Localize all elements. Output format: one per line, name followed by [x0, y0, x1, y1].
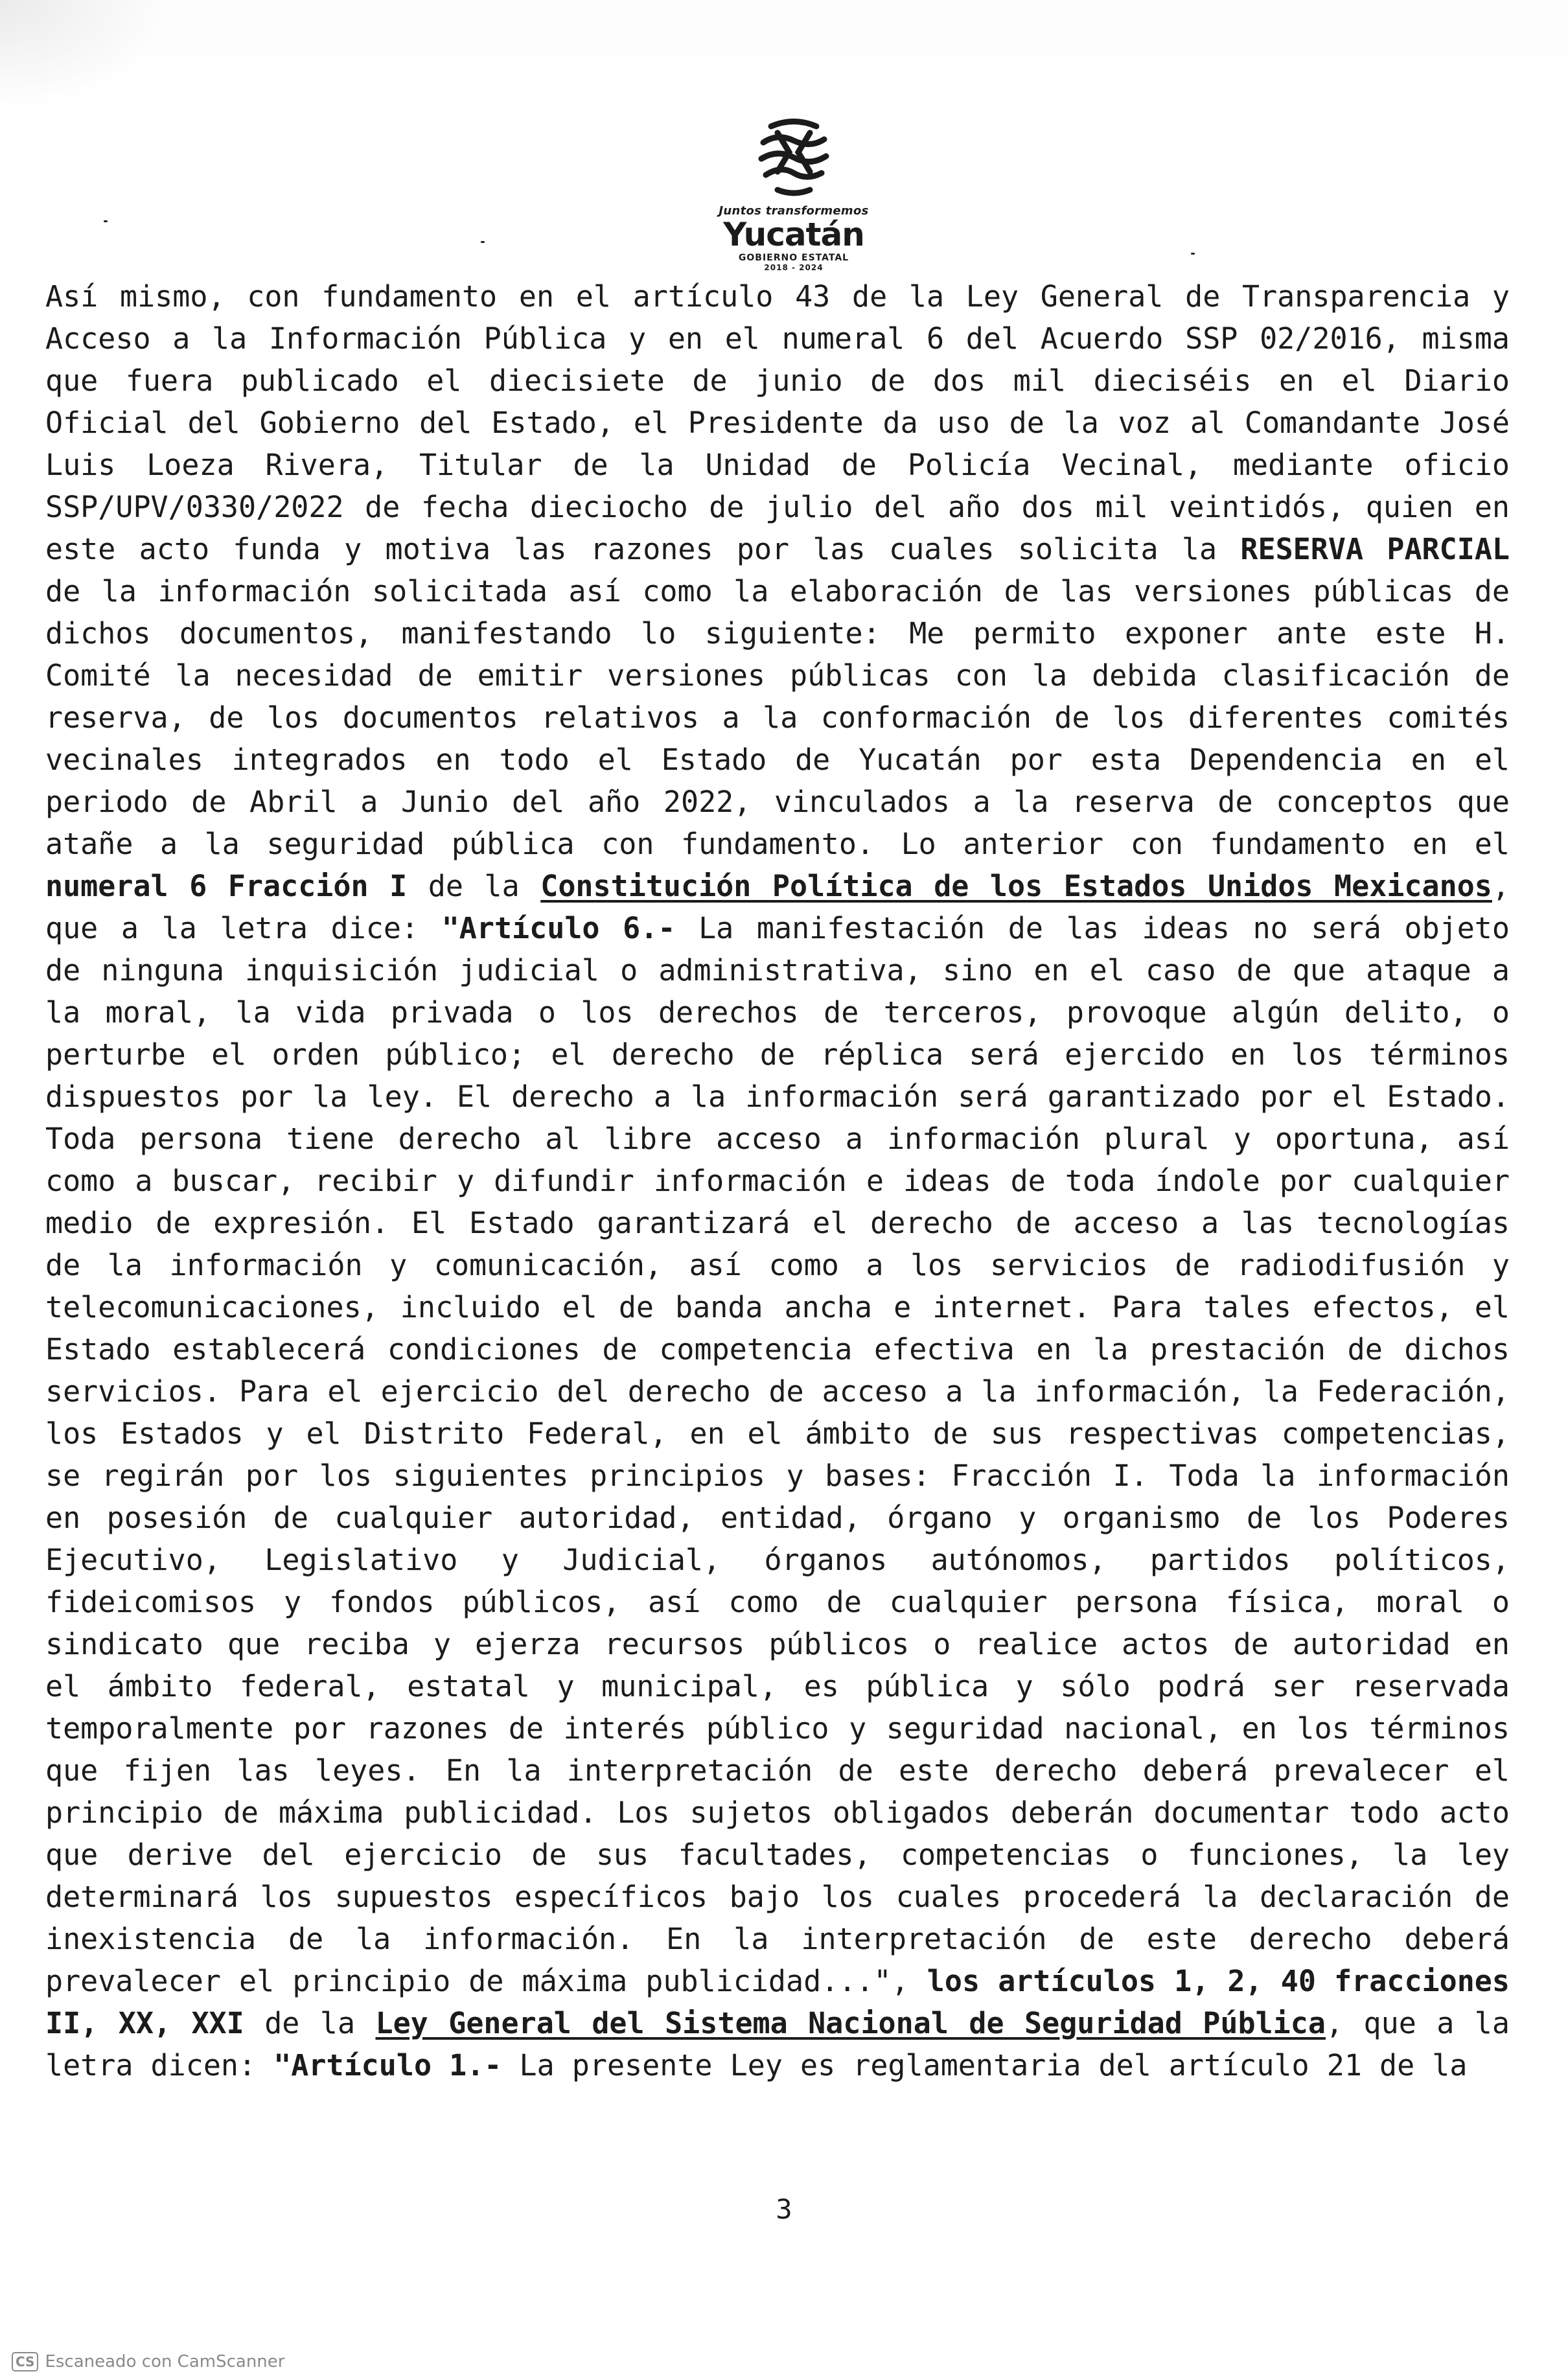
text-run: Comité la necesidad de emitir versiones públicas con la debida clasificación de: [45, 658, 1510, 693]
underlined-reference: Constitución Política de los Estados Unidos Mexicanos: [540, 869, 1492, 903]
text-line: [45, 570, 1510, 612]
text-line: [45, 1918, 1510, 1960]
text-run: sindicato que reciba y ejerza recursos públicos o realice actos de autoridad en: [45, 1627, 1510, 1661]
text-line: [45, 1623, 1510, 1665]
text-line: [45, 949, 1510, 991]
text-run: la moral, la vida privada o los derechos de terceros, provoque algún delito, o: [45, 995, 1510, 1030]
bold-text: "Artículo 6.-: [441, 911, 676, 945]
text-run: Estado establecerá condiciones de competencia efectiva en la prestación de dichos: [45, 1332, 1510, 1367]
scan-speck: [104, 220, 108, 222]
text-run: medio de expresión. El Estado garantizará el derecho de acceso a las tecnologías: [45, 1206, 1510, 1240]
text-line: [45, 1581, 1510, 1623]
yucatan-emblem-icon: [752, 113, 836, 198]
text-run: Toda persona tiene derecho al libre acceso a información plural y oportuna, así: [45, 1122, 1510, 1156]
text-line: [45, 907, 1510, 949]
text-run: el ámbito federal, estatal y municipal, es pública y sólo podrá ser reservada: [45, 1669, 1510, 1703]
camscanner-logo-icon: CS: [12, 2352, 38, 2371]
text-line: [45, 1455, 1510, 1497]
text-line: [45, 360, 1510, 402]
text-run: reserva, de los documentos relativos a la conformación de los diferentes comités: [45, 700, 1510, 735]
text-run: que fuera publicado el diecisiete de junio de dos mil dieciséis en el Diario: [45, 363, 1510, 398]
text-line: [45, 697, 1510, 739]
text-run: Oficial del Gobierno del Estado, el Presidente da uso de la voz al Comandante José: [45, 406, 1510, 440]
text-run: periodo de Abril a Junio del año 2022, vinculados a la reserva de conceptos que: [45, 785, 1510, 819]
text-line: [45, 1413, 1510, 1455]
text-line: [45, 1665, 1510, 1707]
text-line: [45, 1539, 1510, 1581]
text-line: [45, 402, 1510, 444]
text-run: principio de máxima publicidad. Los sujetos obligados deberán documentar todo acto: [45, 1795, 1510, 1830]
text-run: los Estados y el Distrito Federal, en el ámbito de sus respectivas competencias,: [45, 1416, 1510, 1451]
text-line: [45, 1876, 1510, 1918]
text-line: [45, 1960, 1510, 2002]
logo-government-label: GOBIERNO ESTATAL: [738, 253, 849, 263]
text-line: [45, 1834, 1510, 1876]
bold-text: RESERVA PARCIAL: [1240, 532, 1510, 566]
text-line: [45, 1033, 1510, 1076]
page-number: 3: [776, 2193, 792, 2225]
text-line: [45, 1286, 1510, 1328]
text-line: [45, 317, 1510, 360]
bold-text: II, XX, XXI: [45, 2006, 244, 2040]
bold-text: los artículos 1, 2, 40 fracciones: [927, 1964, 1510, 1998]
text-run: La manifestación de las ideas no será objeto: [675, 911, 1510, 945]
text-run: Acceso a la Información Pública y en el numeral 6 del Acuerdo SSP 02/2016, misma: [45, 321, 1510, 356]
body-paragraph: [45, 275, 1510, 2086]
text-run: Ejecutivo, Legislativo y Judicial, órganos autónomos, partidos políticos,: [45, 1543, 1510, 1577]
text-run: dichos documentos, manifestando lo siguiente: Me permito exponer ante este H.: [45, 616, 1510, 651]
text-run: que fijen las leyes. En la interpretación de este derecho deberá prevalecer el: [45, 1753, 1510, 1788]
text-line: [45, 1497, 1510, 1539]
text-run: letra dicen:: [45, 2048, 274, 2082]
text-line: [45, 612, 1510, 654]
text-line: [45, 781, 1510, 823]
text-line: [45, 1118, 1510, 1160]
text-line: [45, 1160, 1510, 1202]
text-run: Así mismo, con fundamento en el artículo 43 de la Ley General de Transparencia y: [45, 279, 1510, 314]
text-run: Luis Loeza Rivera, Titular de la Unidad de Policía Vecinal, mediante oficio: [45, 448, 1510, 482]
text-line: [45, 275, 1510, 317]
text-line: [45, 865, 1510, 907]
text-line: [45, 1328, 1510, 1370]
text-run: de ninguna inquisición judicial o administrativa, sino en el caso de que ataque a: [45, 953, 1510, 987]
text-line: [45, 991, 1510, 1033]
text-run: servicios. Para el ejercicio del derecho de acceso a la información, la Federación,: [45, 1374, 1510, 1409]
text-line: [45, 444, 1510, 486]
bold-text: numeral 6 Fracción I: [45, 869, 408, 903]
text-run: SSP/UPV/0330/2022 de fecha dieciocho de julio del año dos mil veintidós, quien en: [45, 490, 1510, 524]
text-run: que a la letra dice:: [45, 911, 442, 945]
text-run: este acto funda y motiva las razones por las cuales solicita la: [45, 532, 1241, 566]
text-line: [45, 2002, 1510, 2044]
text-run: en posesión de cualquier autoridad, entidad, órgano y organismo de los Poderes: [45, 1501, 1510, 1535]
scan-speck: [481, 241, 485, 243]
text-line: [45, 1244, 1510, 1286]
text-run: vecinales integrados en todo el Estado de Yucatán por esta Dependencia en el: [45, 743, 1510, 777]
text-line: [45, 2044, 1510, 2086]
text-run: de la información y comunicación, así como a los servicios de radiodifusión y: [45, 1248, 1510, 1282]
text-run: La presente Ley es reglamentaria del artículo 21 de la: [502, 2048, 1468, 2082]
text-run: dispuestos por la ley. El derecho a la información será garantizado por el Estado.: [45, 1079, 1510, 1114]
text-line: [45, 654, 1510, 697]
camscanner-text: Escaneado con CamScanner: [45, 2352, 285, 2371]
text-line: [45, 486, 1510, 528]
text-line: [45, 1792, 1510, 1834]
text-line: [45, 1370, 1510, 1413]
text-run: inexistencia de la información. En la interpretación de este derecho deberá: [45, 1922, 1510, 1956]
logo-tagline: Juntos transformemos: [719, 204, 869, 218]
text-run: perturbe el orden público; el derecho de réplica será ejercido en los términos: [45, 1037, 1510, 1072]
text-run: de la: [407, 869, 541, 903]
underlined-reference: Ley General del Sistema Nacional de Seguridad Pública: [375, 2006, 1326, 2040]
text-line: [45, 739, 1510, 781]
scan-shadow: [0, 0, 168, 104]
text-run: telecomunicaciones, incluido el de banda ancha e internet. Para tales efectos, el: [45, 1290, 1510, 1324]
bold-text: "Artículo 1.-: [273, 2048, 502, 2082]
text-run: temporalmente por razones de interés público y seguridad nacional, en los términos: [45, 1711, 1510, 1746]
text-line: [45, 528, 1510, 570]
text-line: [45, 1076, 1510, 1118]
text-line: [45, 823, 1510, 865]
text-run: como a buscar, recibir y difundir información e ideas de toda índole por cualquier: [45, 1164, 1510, 1198]
text-run: fideicomisos y fondos públicos, así como de cualquier persona física, moral o: [45, 1585, 1510, 1619]
text-run: prevalecer el principio de máxima publicidad...",: [45, 1964, 927, 1998]
text-run: que derive del ejercicio de sus facultades, competencias o funciones, la ley: [45, 1838, 1510, 1872]
scan-speck: [1191, 253, 1195, 255]
text-run: atañe a la seguridad pública con fundamento. Lo anterior con fundamento en el: [45, 827, 1510, 861]
text-line: [45, 1707, 1510, 1749]
logo-period: 2018 - 2024: [764, 263, 824, 272]
yucatan-government-logo: [700, 113, 888, 272]
logo-state-name: Yucatán: [723, 216, 864, 253]
text-run: ,: [1492, 869, 1510, 903]
text-run: determinará los supuestos específicos bajo los cuales procederá la declaración de: [45, 1880, 1510, 1914]
camscanner-watermark: [12, 2352, 284, 2371]
text-line: [45, 1749, 1510, 1792]
text-line: [45, 1202, 1510, 1244]
text-run: se regirán por los siguientes principios y bases: Fracción I. Toda la información: [45, 1459, 1510, 1493]
text-run: , que a la: [1325, 2006, 1510, 2040]
text-run: de la información solicitada así como la elaboración de las versiones públicas de: [45, 574, 1510, 608]
text-run: de la: [244, 2006, 376, 2040]
